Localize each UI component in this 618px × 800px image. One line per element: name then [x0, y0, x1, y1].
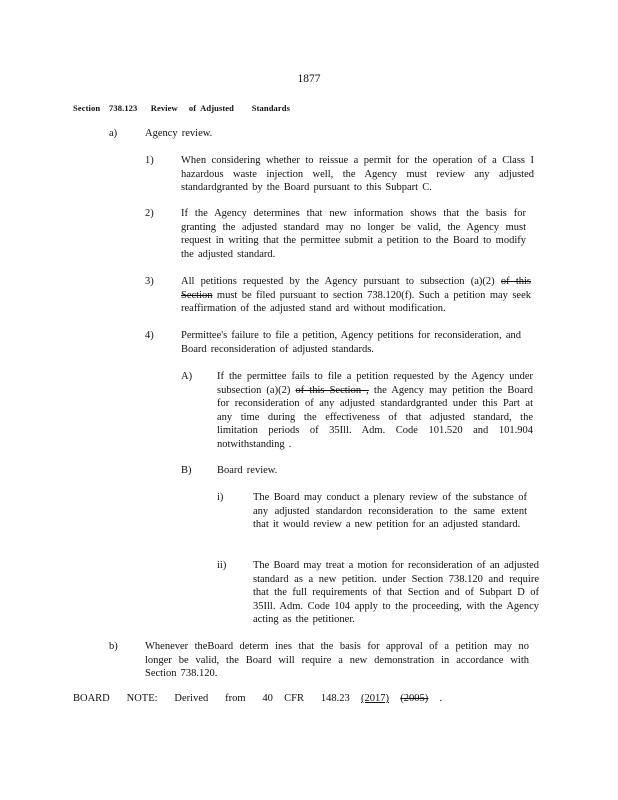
- item-3-text-after: must be filed pursuant to section 738.120(f). Such a petition may seek reaffirmation of the adjusted stand ard without modification.: [181, 289, 531, 315]
- item-4B-text: Board review.: [217, 465, 278, 476]
- item-4-label: 4): [145, 330, 154, 341]
- item-4Bi-text: The Board may conduct a plenary review of the substance of any adjusted standardon reconsideration to the same extent that it would review a new petition for an adjusted standard.: [253, 492, 527, 531]
- item-4A-text: [217, 370, 533, 452]
- item-4A-label: A): [181, 371, 193, 382]
- page-number: 1877: [297, 73, 321, 85]
- item-4A-text-before: If the permittee fails to file a petition requested by the Agency under subsection (a)(2): [217, 371, 533, 396]
- subsection-a-title: Agency review.: [145, 128, 213, 139]
- subsection-a-label: a): [109, 128, 118, 139]
- item-1-label: 1): [145, 155, 154, 166]
- board-note: [73, 692, 443, 706]
- subsection-b-text: Whenever theBoard determ ines that the basis for approval of a petition may no longer be valid, the Board will require a new demonstration in accordance with Section 738.120.: [145, 641, 529, 680]
- item-4-text: Permittee's failure to file a petition, Agency petitions for reconsideration, and Board reconsideration of adjusted standards.: [181, 330, 521, 355]
- item-3-label: 3): [145, 276, 154, 287]
- item-3-text-before: All petitions requested by the Agency pursuant to subsection (a)(2): [181, 276, 501, 287]
- item-3-struck-text: of this Section: [181, 276, 531, 301]
- item-2-text: If the Agency determines that new information shows that the basis for granting the adjusted standard may no longer be valid, the Agency must request in writing that the permittee submit a petition to the Board to modify the adjusted standard.: [181, 208, 526, 260]
- item-1-text: When considering whether to reissue a permit for the operation of a Class I hazardous waste injection well, the Agency must review any adjusted standardgranted by the Board pursuant to this Subpart C.: [181, 155, 534, 194]
- item-4Bii-label: ii): [217, 560, 227, 571]
- board-note-spacer: [389, 693, 400, 704]
- item-2-label: 2): [145, 208, 154, 219]
- board-note-old-year: (2005): [400, 693, 429, 704]
- board-note-suffix: .: [428, 693, 443, 704]
- section-heading: Section 738.123 Review of Adjusted Standards: [73, 103, 291, 113]
- item-4Bii-text: The Board may treat a motion for reconsideration of an adjusted standard as a new petition. under Section 738.120 and require that the full requirements of that Section and of Subpart D of 35Ill. Adm. Code 104 apply to the proceeding, with the Agency acting as the petitioner.: [253, 560, 539, 626]
- board-note-new-year: (2017): [361, 693, 389, 704]
- subsection-b-label: b): [109, 641, 118, 652]
- item-4B-label: B): [181, 465, 192, 476]
- item-4A-struck-text: of this Section ,: [295, 384, 369, 396]
- item-4Bi-label: i): [217, 492, 224, 503]
- item-3-text: [181, 275, 531, 316]
- item-4A-text-after: the Agency may petition the Board for reconsideration of any adjusted standardgranted under this Part at any time during the effectiveness of that adjusted standard, the limitation periods of 35Ill. Adm. Code 101.520 and 101.904 notwithstanding .: [217, 384, 533, 450]
- board-note-prefix: BOARD NOTE: Derived from 40 CFR 148.23: [73, 693, 361, 704]
